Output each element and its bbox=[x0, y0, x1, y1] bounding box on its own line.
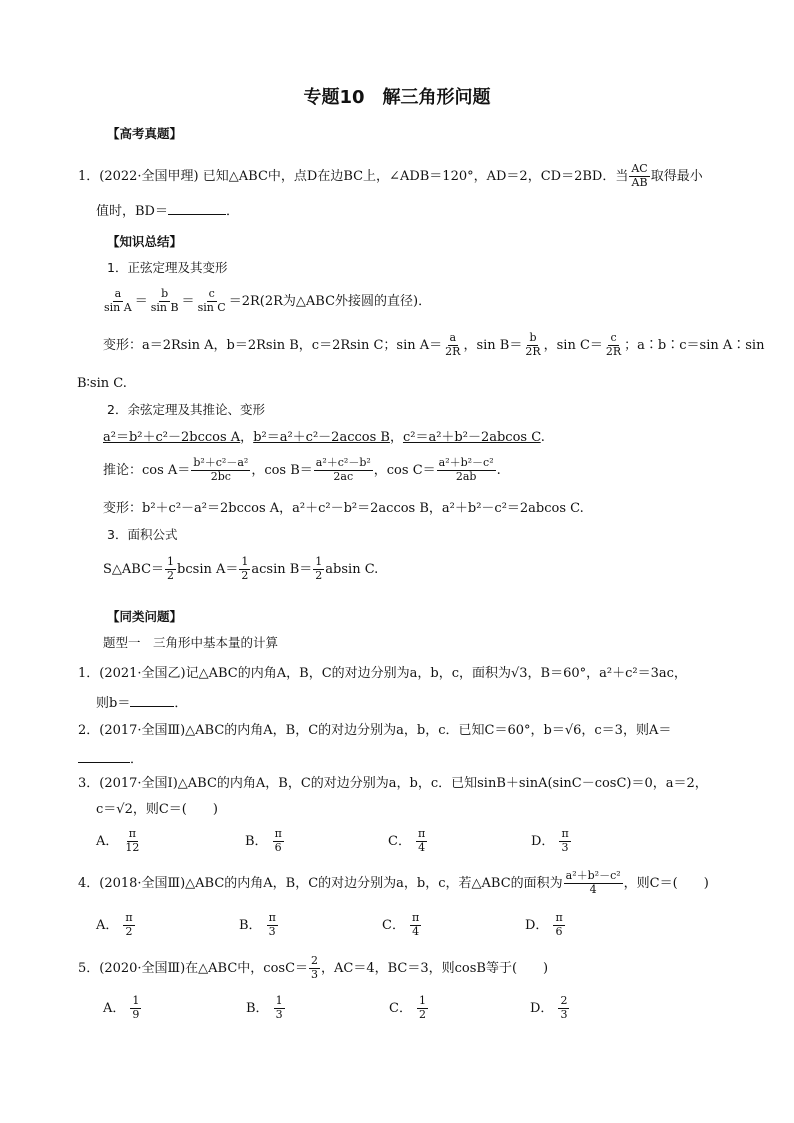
fraction-numerator: π bbox=[561, 827, 569, 840]
fraction-denominator: 2 bbox=[125, 924, 133, 938]
cosine-inference bbox=[103, 457, 501, 483]
fraction-denominator: 6 bbox=[274, 840, 282, 854]
question-3-option-a[interactable] bbox=[96, 828, 142, 854]
question-2-line1: 2．(2017·全国Ⅲ)△ABC的内角A，B，C的对边分别为a，b，c．已知C＝60°，b＝√6，c＝3，则A＝ bbox=[78, 723, 672, 738]
deformation-text-b: ，sin B＝ bbox=[463, 337, 523, 353]
fraction-numerator: a bbox=[449, 331, 457, 344]
fraction-numerator: a²＋b²－c² bbox=[438, 456, 494, 469]
option-fraction bbox=[559, 828, 570, 854]
question-1-line2 bbox=[96, 694, 187, 710]
question-1-line1: 1．(2021·全国乙)记△ABC的内角A，B，C的对边分别为a，b，c，面积为√3，B＝60°，a²＋c²＝3ac， bbox=[78, 666, 687, 681]
fraction-numerator: a bbox=[114, 287, 122, 300]
fraction-denominator: 4 bbox=[418, 840, 426, 854]
option-fraction bbox=[267, 912, 278, 938]
option-label: D． bbox=[531, 833, 555, 849]
option-label: A． bbox=[96, 833, 119, 849]
gaokao-q1-line2-text: 值时，BD＝ bbox=[96, 204, 168, 219]
gaokao-question-1 bbox=[78, 163, 703, 189]
cosine-deformation: 变形：b²＋c²－a²＝2bccos A，a²＋c²－b²＝2accos B，a²＋b²－c²＝2abcos C. bbox=[103, 501, 584, 516]
option-fraction bbox=[416, 828, 427, 854]
answer-blank[interactable] bbox=[78, 750, 130, 763]
sine-fraction-c bbox=[196, 288, 228, 314]
gaokao-q1-line1: 1．(2022·全国甲理) 已知△ABC中，点D在边BC上，∠ADB＝120°，AD＝2，CD＝2BD．当 bbox=[78, 168, 629, 184]
fraction-numerator: π bbox=[125, 911, 133, 924]
option-fraction bbox=[553, 912, 564, 938]
area-formula bbox=[103, 556, 378, 582]
fraction-denominator: 9 bbox=[132, 1007, 140, 1021]
question-5-line1 bbox=[78, 955, 548, 981]
fraction-denominator: 3 bbox=[311, 967, 319, 981]
fraction-numerator: 2 bbox=[311, 954, 319, 967]
fraction-numerator: 1 bbox=[167, 555, 175, 568]
fraction-denominator: 4 bbox=[412, 924, 420, 938]
sine-deformation bbox=[103, 332, 764, 358]
fraction-numerator: c bbox=[208, 287, 215, 300]
question-4-fraction bbox=[564, 870, 623, 896]
option-label: C． bbox=[382, 917, 405, 933]
question-4-tail: ，则C＝( ) bbox=[623, 875, 709, 891]
knowledge-heading-3: 3．面积公式 bbox=[107, 527, 178, 542]
question-4-text: 4．(2018·全国Ⅲ)△ABC的内角A，B，C的对边分别为a，b，c，若△ABC的面积为 bbox=[78, 875, 563, 891]
question-5-option-c[interactable] bbox=[389, 995, 429, 1021]
answer-blank[interactable] bbox=[130, 694, 174, 707]
cosine-law-b: b²＝a²＋c²－2accos B bbox=[253, 430, 390, 445]
option-fraction bbox=[417, 995, 428, 1021]
section-similar: 【同类问题】 bbox=[107, 609, 183, 624]
fraction-denominator: 2R bbox=[445, 344, 461, 358]
fraction-denominator: 2ab bbox=[455, 469, 477, 483]
question-3-line2: c＝√2，则C＝( ) bbox=[96, 802, 218, 817]
inference-mid-1: ，cos B＝ bbox=[251, 462, 313, 478]
fraction-denominator: 2ac bbox=[333, 469, 354, 483]
option-label: C． bbox=[389, 1000, 412, 1016]
fraction-numerator: π bbox=[128, 827, 136, 840]
cosine-law-a: a²＝b²＋c²－2bccos A bbox=[103, 430, 241, 445]
question-2-line2 bbox=[78, 750, 143, 766]
fraction-denominator: 2 bbox=[241, 568, 249, 582]
question-3-option-c[interactable] bbox=[388, 828, 428, 854]
gaokao-q1-line2-tail: ． bbox=[225, 204, 239, 219]
inference-fraction-c bbox=[437, 457, 496, 483]
sine-law-formula: $\frac{a}{\text{sin A}}$ ＝ $\frac{b}{\text{sin B}}$ ＝ $\frac{c}{\text{sin C}}$ ＝2R(2R为△ABC外接圆的直径)． bbox=[104, 287, 432, 314]
question-5-option-b[interactable] bbox=[246, 995, 286, 1021]
question-5-option-a[interactable] bbox=[103, 995, 142, 1021]
answer-blank[interactable] bbox=[168, 202, 226, 215]
deformation-text-d: ；a∶b∶c＝sin A∶sin bbox=[624, 337, 765, 353]
fraction-denominator: 3 bbox=[268, 924, 276, 938]
question-3-option-b[interactable] bbox=[245, 828, 285, 854]
option-fraction bbox=[273, 828, 284, 854]
fraction-denominator: 6 bbox=[555, 924, 563, 938]
fraction-numerator: π bbox=[555, 911, 563, 924]
option-label: A． bbox=[103, 1000, 126, 1016]
question-4-option-d[interactable] bbox=[525, 912, 566, 938]
sine-law-tail: ＝2R(2R为△ABC外接圆的直径)． bbox=[228, 293, 432, 309]
deformation-text-c: ，sin C＝ bbox=[543, 337, 603, 353]
fraction-numerator: π bbox=[417, 827, 426, 840]
type-heading-1: 题型一 三角形中基本量的计算 bbox=[103, 635, 279, 650]
question-4-line1 bbox=[78, 870, 709, 896]
question-4-option-b[interactable] bbox=[239, 912, 279, 938]
option-label: D． bbox=[530, 1000, 554, 1016]
fraction-denominator: 3 bbox=[560, 1007, 568, 1021]
deformation-fraction-a bbox=[443, 332, 462, 358]
knowledge-heading-2: 2．余弦定理及其推论、变形 bbox=[107, 402, 265, 417]
area-prefix: S△ABC＝ bbox=[103, 561, 165, 577]
section-gaokao: 【高考真题】 bbox=[107, 126, 183, 141]
option-label: D． bbox=[525, 917, 549, 933]
fraction-numerator: 1 bbox=[241, 555, 249, 568]
fraction-denominator: 2 bbox=[315, 568, 323, 582]
option-fraction bbox=[130, 995, 141, 1021]
fraction-numerator: b²＋c²－a² bbox=[193, 456, 249, 469]
fraction-numerator: b bbox=[161, 287, 169, 300]
option-fraction bbox=[123, 828, 141, 854]
gaokao-q1-line1-tail: 取得最小 bbox=[650, 168, 703, 184]
sine-fraction-b bbox=[149, 288, 181, 314]
fraction-denominator: 2R bbox=[605, 344, 622, 358]
gaokao-q1-fraction bbox=[629, 163, 649, 189]
fraction-numerator: b bbox=[529, 331, 537, 344]
fraction-denominator: 2 bbox=[167, 568, 175, 582]
option-label: B． bbox=[246, 1000, 269, 1016]
sine-deformation-line2: B∶sin C. bbox=[77, 376, 127, 391]
fraction-denominator: 12 bbox=[125, 840, 140, 854]
fraction-numerator: π bbox=[411, 911, 420, 924]
fraction-denominator: sin A bbox=[104, 300, 132, 314]
deformation-text-a: 变形：a＝2Rsin A，b＝2Rsin B，c＝2Rsin C；sin A＝ bbox=[103, 337, 443, 353]
question-5-text: 5．(2020·全国Ⅲ)在△ABC中，cosC＝ bbox=[78, 960, 309, 976]
question-1-line2-tail: ． bbox=[174, 696, 188, 711]
question-4-option-c[interactable] bbox=[382, 912, 422, 938]
question-5-fraction bbox=[309, 955, 320, 981]
area-part-3: absin C. bbox=[325, 561, 379, 577]
option-label: A． bbox=[96, 917, 119, 933]
option-label: B． bbox=[239, 917, 262, 933]
knowledge-heading-1: 1．正弦定理及其变形 bbox=[107, 260, 228, 275]
deformation-fraction-b bbox=[523, 332, 542, 358]
section-knowledge: 【知识总结】 bbox=[107, 234, 183, 249]
fraction-numerator: c bbox=[610, 331, 617, 344]
fraction-denominator: 2 bbox=[418, 1007, 426, 1021]
area-part-2: acsin B＝ bbox=[251, 561, 313, 577]
option-label: C． bbox=[388, 833, 411, 849]
fraction-denominator: sin C bbox=[197, 300, 226, 314]
fraction-numerator: 2 bbox=[560, 994, 568, 1007]
cosine-law-c: c²＝a²＋b²－2abcos C bbox=[402, 430, 541, 445]
inference-tail: . bbox=[496, 462, 501, 478]
fraction-numerator: a²＋c²－b² bbox=[315, 456, 371, 469]
fraction-numerator: 1 bbox=[315, 555, 323, 568]
half-fraction bbox=[165, 556, 176, 582]
fraction-numerator: 1 bbox=[132, 994, 140, 1007]
page-title: 专题10 解三角形问题 bbox=[303, 87, 491, 108]
fraction-numerator: 1 bbox=[418, 994, 426, 1007]
question-5-option-d[interactable] bbox=[530, 995, 570, 1021]
cosine-law: a²＝b²＋c²－2bccos A，b²＝a²＋c²－2accos B，c²＝a²＋b²－2abcos C. bbox=[103, 430, 545, 445]
inference-prefix: 推论：cos A＝ bbox=[103, 462, 191, 478]
inference-fraction-b bbox=[314, 457, 373, 483]
option-fraction bbox=[274, 995, 285, 1021]
fraction-numerator: AC bbox=[631, 162, 648, 175]
fraction-denominator: 2bc bbox=[210, 469, 231, 483]
inference-fraction-a bbox=[191, 457, 250, 483]
fraction-denominator: 3 bbox=[275, 1007, 283, 1021]
option-fraction bbox=[558, 995, 569, 1021]
deformation-fraction-c bbox=[604, 332, 623, 358]
question-5-tail: ，AC＝4，BC＝3，则cosB等于( ) bbox=[321, 960, 549, 976]
half-fraction bbox=[239, 556, 250, 582]
option-fraction bbox=[123, 912, 134, 938]
area-part-1: bcsin A＝ bbox=[177, 561, 239, 577]
question-2-line2-tail: ． bbox=[130, 752, 144, 767]
inference-mid-2: ，cos C＝ bbox=[373, 462, 436, 478]
question-3-line1: 3．(2017·全国Ⅰ)△ABC的内角A，B，C的对边分别为a，b，c．已知sinB＋sinA(sinC－cosC)＝0，a＝2， bbox=[78, 776, 708, 791]
half-fraction bbox=[313, 556, 324, 582]
fraction-denominator: 4 bbox=[589, 882, 597, 896]
gaokao-q1-line2 bbox=[96, 202, 239, 218]
fraction-denominator: sin B bbox=[150, 300, 179, 314]
question-3-option-d[interactable] bbox=[531, 828, 572, 854]
fraction-denominator: AB bbox=[631, 175, 648, 189]
sine-fraction-a bbox=[102, 288, 134, 314]
option-fraction bbox=[410, 912, 421, 938]
fraction-numerator: π bbox=[274, 827, 282, 840]
option-label: B． bbox=[245, 833, 268, 849]
fraction-denominator: 2R bbox=[525, 344, 541, 358]
fraction-numerator: π bbox=[268, 911, 276, 924]
question-1-line2-text: 则b＝ bbox=[96, 696, 131, 711]
fraction-numerator: a²＋b²－c² bbox=[565, 869, 621, 882]
question-4-option-a[interactable] bbox=[96, 912, 136, 938]
fraction-numerator: 1 bbox=[275, 994, 283, 1007]
fraction-denominator: 3 bbox=[561, 840, 569, 854]
